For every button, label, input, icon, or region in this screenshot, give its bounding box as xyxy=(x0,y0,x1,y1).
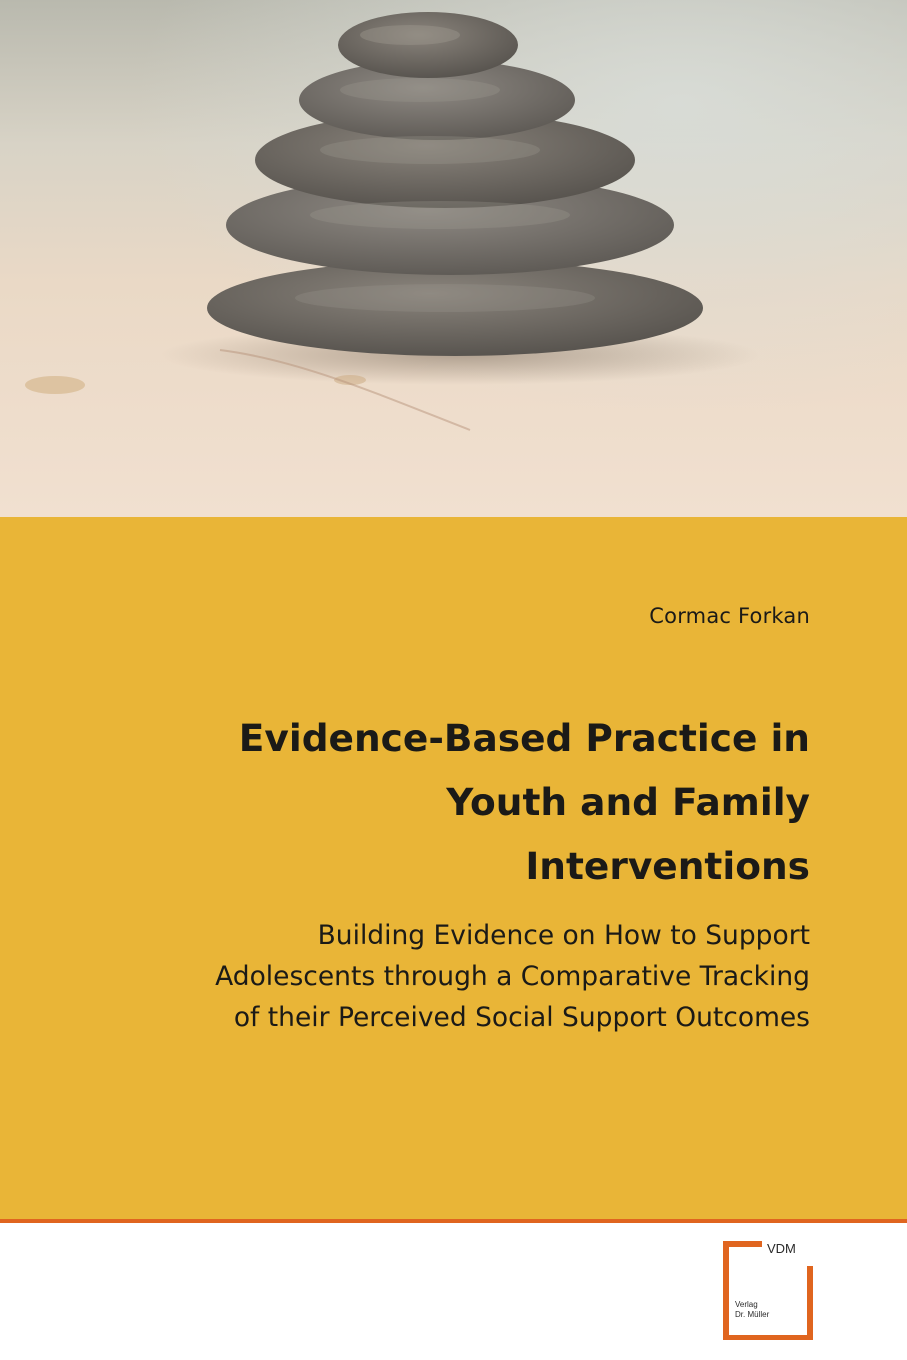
subtitle-line: of their Perceived Social Support Outcomes xyxy=(233,1002,810,1033)
author-name: Cormac Forkan xyxy=(649,604,810,628)
publisher-logo xyxy=(722,1240,818,1340)
book-title xyxy=(50,706,810,898)
publisher-imprint xyxy=(735,1300,769,1320)
logo-text: VDM xyxy=(767,1241,796,1256)
imprint-line: Verlag xyxy=(735,1300,758,1309)
subtitle-line: Adolescents through a Comparative Tracking xyxy=(215,961,810,992)
imprint-line: Dr. Müller xyxy=(735,1310,770,1319)
subtitle-line: Building Evidence on How to Support xyxy=(317,920,810,951)
book-subtitle xyxy=(50,915,810,1038)
cover-photo xyxy=(0,0,907,517)
title-line: Interventions xyxy=(525,844,810,888)
title-line: Evidence-Based Practice in xyxy=(238,716,810,760)
title-line: Youth and Family xyxy=(446,780,810,824)
stacked-stones-photo-icon xyxy=(0,0,907,517)
